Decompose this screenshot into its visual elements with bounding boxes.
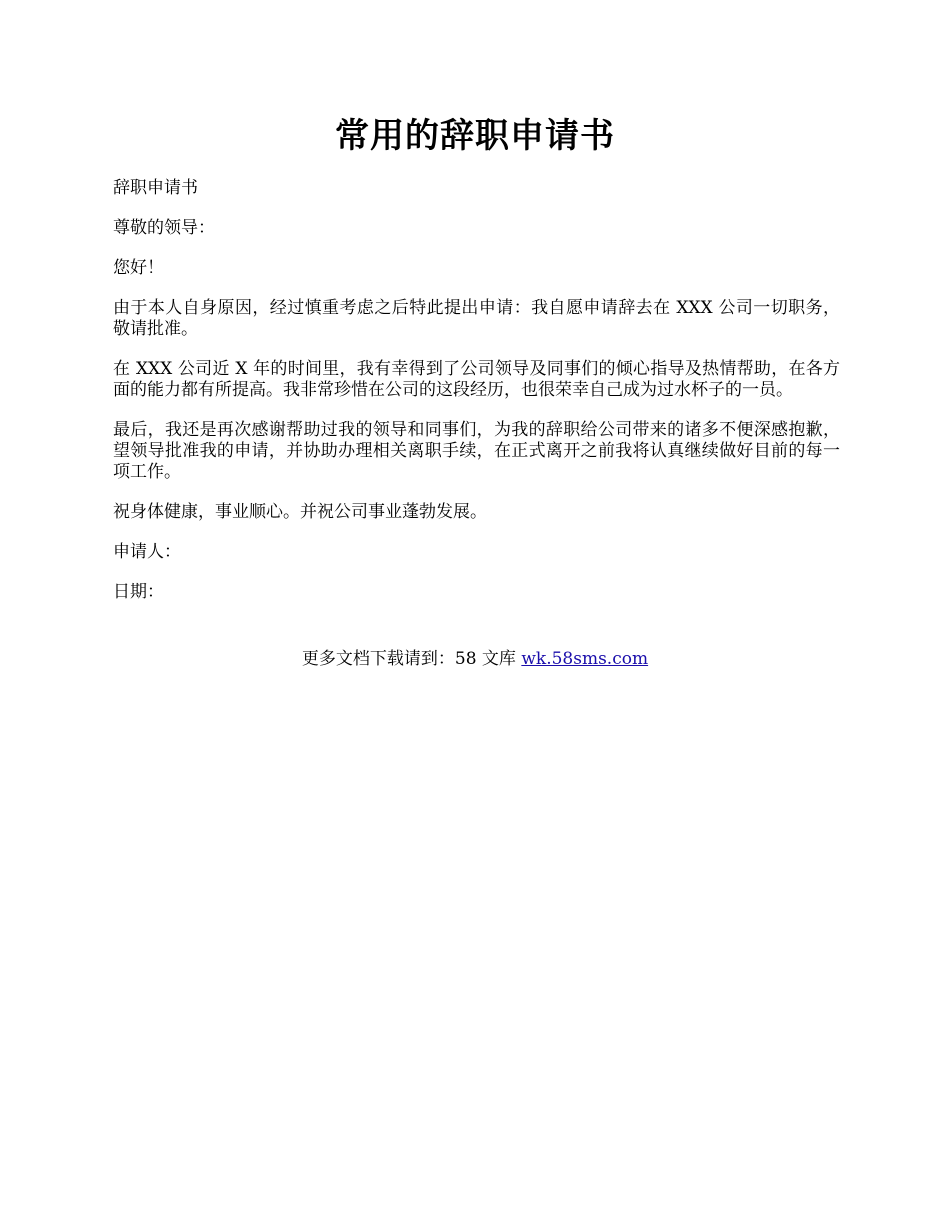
paragraph-date: 日期： [113,582,164,602]
paragraph-greeting: 您好！ [113,258,164,278]
footer-link[interactable]: wk.58sms.com [521,649,649,669]
paragraph-heading: 辞职申请书 [113,178,198,198]
paragraph-wishes: 祝身体健康，事业顺心。并祝公司事业蓬勃发展。 [113,502,487,522]
footer-text: 更多文档下载请到：58 文库 [301,649,522,669]
document-title: 常用的辞职申请书 [335,116,615,156]
paragraph-salutation: 尊敬的领导： [113,218,215,238]
paragraph-applicant: 申请人： [113,542,181,562]
document-body [113,178,840,622]
paragraph-request: 由于本人自身原因，经过慎重考虑之后特此提出申请：我自愿申请辞去在 XXX 公司一切职务，敬请批准。 [113,298,840,339]
paragraph-thanks: 最后，我还是再次感谢帮助过我的领导和同事们，为我的辞职给公司带来的诸多不便深感抱歉，望领导批准我的申请，并协助办理相关离职手续，在正式离开之前我将认真继续做好目前的每一项工作。 [113,420,840,482]
footer-note [0,648,950,670]
paragraph-experience: 在 XXX 公司近 X 年的时间里，我有幸得到了公司领导及同事们的倾心指导及热情帮助，在各方面的能力都有所提高。我非常珍惜在公司的这段经历，也很荣幸自己成为过水杯子的一员。 [113,359,840,400]
